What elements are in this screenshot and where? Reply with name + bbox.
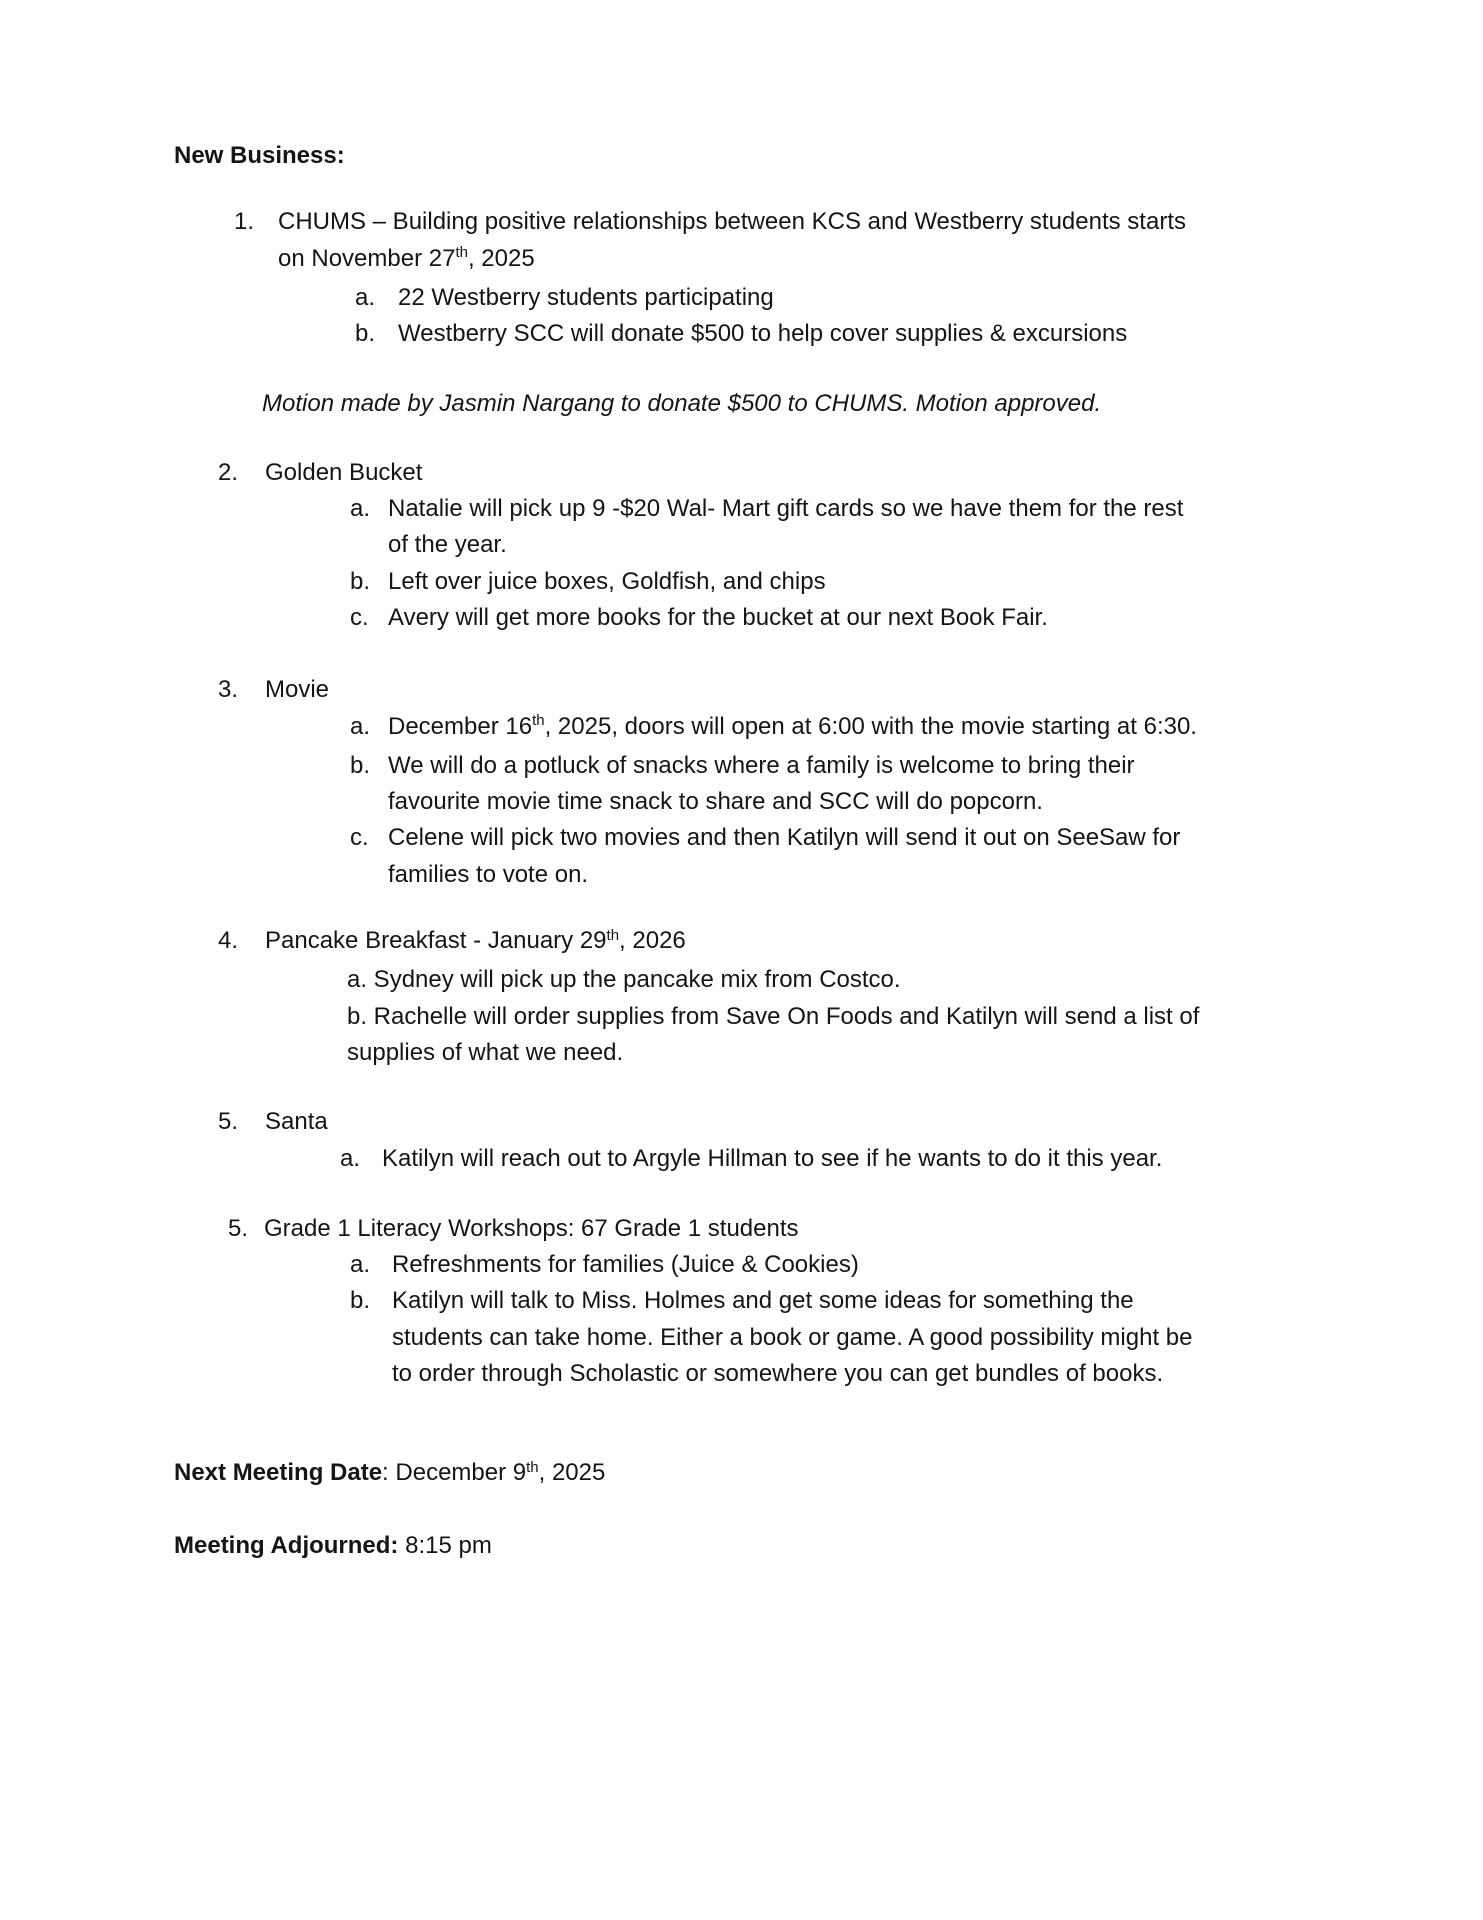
list-number: 1.	[234, 208, 255, 236]
sublist-item	[355, 280, 1483, 316]
list-number: 5.	[228, 1214, 249, 1242]
list-item	[218, 923, 1483, 962]
text-line: families to vote on.	[388, 860, 589, 888]
sublist-plain	[347, 962, 1483, 1071]
sublist-item	[350, 491, 1483, 564]
sublist-item	[350, 709, 1483, 748]
list-number: 3.	[218, 676, 239, 704]
text-line: b. Rachelle will order supplies from Save On Foods and Katilyn will send a list of	[347, 1002, 1200, 1030]
list-item	[228, 1211, 1483, 1247]
text-line: Golden Bucket	[265, 458, 423, 486]
meeting-adjourned	[174, 1528, 1483, 1564]
text-line: We will do a potluck of snacks where a family is welcome to bring their	[388, 751, 1135, 779]
text-line: Pancake Breakfast - January 29th, 2026	[265, 926, 686, 955]
superscript: th	[532, 712, 545, 730]
text-line: supplies of what we need.	[347, 1038, 624, 1066]
sublist-marker: a.	[340, 1144, 361, 1172]
superscript: th	[526, 1458, 539, 1476]
text-line: of the year.	[388, 531, 507, 559]
meeting-adjourned-time: 8:15 pm	[405, 1531, 492, 1559]
text-line: December 16th, 2025, doors will open at 6:00 with the movie starting at 6:30.	[388, 712, 1197, 740]
agenda-item-chums	[174, 204, 1483, 352]
text-line: Santa	[265, 1108, 328, 1136]
list-item	[234, 204, 1483, 280]
text-line: Celene will pick two movies and then Katilyn will send it out on SeeSaw for	[388, 824, 1181, 852]
text-line: Left over juice boxes, Goldfish, and chips	[388, 567, 826, 595]
text-line: Refreshments for families (Juice & Cookies)	[392, 1251, 859, 1279]
sublist-marker: a.	[350, 712, 371, 740]
sublist-marker: a.	[355, 283, 376, 311]
sublist-marker: b.	[350, 751, 371, 779]
superscript: th	[455, 244, 468, 262]
sublist-item	[350, 564, 1483, 600]
agenda-item-golden-bucket	[174, 455, 1483, 636]
superscript: th	[606, 926, 620, 944]
agenda-item-santa	[174, 1104, 1483, 1177]
motion-note: Motion made by Jasmin Nargang to donate $500 to CHUMS. Motion approved.	[262, 390, 1102, 418]
sublist-item	[340, 1141, 1483, 1177]
text-line: CHUMS – Building positive relationships between KCS and Westberry students starts	[278, 208, 1186, 236]
text-line: Westberry SCC will donate $500 to help cover supplies & excursions	[398, 320, 1128, 348]
text-line: Katilyn will talk to Miss. Holmes and get some ideas for something the	[392, 1287, 1134, 1315]
list-item	[218, 1104, 1483, 1140]
sublist-marker: a.	[350, 1251, 371, 1279]
sublist-marker: b.	[350, 1287, 371, 1315]
sublist-item	[350, 820, 1483, 893]
text-line: Natalie will pick up 9 -$20 Wal- Mart gift cards so we have them for the rest	[388, 495, 1184, 523]
text-line: on November 27th, 2025	[278, 244, 535, 272]
list-number: 4.	[218, 927, 239, 955]
next-meeting-date: Next Meeting Date: December 9th, 2025	[174, 1458, 606, 1487]
agenda-item-grade1-literacy	[174, 1211, 1483, 1392]
meeting-adjourned-label: Meeting Adjourned:	[174, 1531, 399, 1559]
section-heading: New Business:	[174, 142, 345, 169]
agenda-item-movie	[174, 672, 1483, 893]
next-meeting-label: Next Meeting Date	[174, 1459, 383, 1487]
text-line: students can take home. Either a book or game. A good possibility might be	[392, 1323, 1193, 1351]
sublist-item	[355, 316, 1483, 352]
text-line: to order through Scholastic or somewhere you can get bundles of books.	[392, 1360, 1164, 1388]
text-line: Katilyn will reach out to Argyle Hillman to see if he wants to do it this year.	[382, 1144, 1163, 1172]
sublist-marker: b.	[355, 320, 376, 348]
list-item	[218, 672, 1483, 708]
list-number: 2.	[218, 458, 239, 486]
sublist-marker: a.	[350, 495, 371, 523]
text-line: Avery will get more books for the bucket at our next Book Fair.	[388, 603, 1048, 631]
list-item-body	[278, 204, 1186, 280]
sublist-item	[350, 748, 1483, 821]
sublist-item	[350, 1283, 1483, 1392]
sublist-item	[350, 600, 1483, 636]
list-item	[218, 455, 1483, 491]
sublist-item	[350, 1247, 1483, 1283]
sublist-marker: b.	[350, 567, 371, 595]
list-number: 5.	[218, 1108, 239, 1136]
text-line: 22 Westberry students participating	[398, 283, 774, 311]
text-line: a. Sydney will pick up the pancake mix from Costco.	[347, 966, 901, 994]
text-line: favourite movie time snack to share and SCC will do popcorn.	[388, 788, 1043, 816]
text-line: Movie	[265, 676, 330, 704]
agenda-item-pancake-breakfast	[174, 923, 1483, 1071]
text-line: Grade 1 Literacy Workshops: 67 Grade 1 students	[264, 1214, 799, 1242]
sublist-marker: c.	[350, 603, 369, 631]
sublist-marker: c.	[350, 824, 369, 852]
